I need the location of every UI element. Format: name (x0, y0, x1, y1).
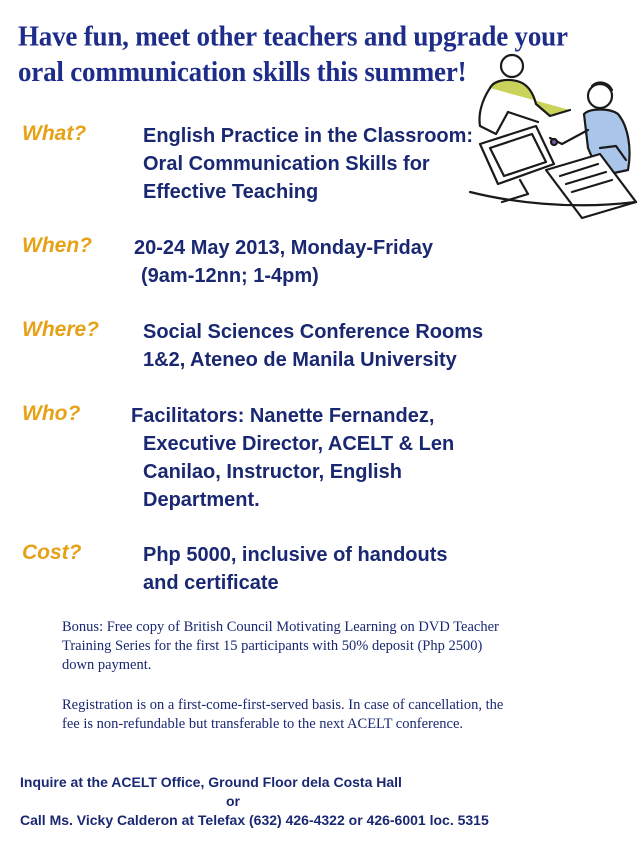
footer-call: Call Ms. Vicky Calderon at Telefax (632) 426-4322 or 426-6001 loc. 5315 (20, 812, 489, 828)
footer-inquire: Inquire at the ACELT Office, Ground Floor dela Costa Hall (20, 774, 402, 790)
bonus-line: down payment. (62, 657, 152, 673)
where-line: 1&2, Ateneo de Manila University (143, 349, 457, 371)
label-when: When? (22, 234, 92, 257)
where-line: Social Sciences Conference Rooms (143, 321, 484, 343)
bonus-note (62, 618, 622, 675)
headline-line-1: Have fun, meet other teachers and upgrade your (18, 20, 568, 52)
value-when (134, 234, 433, 290)
bonus-line: Training Series for the first 15 participants with 50% deposit (Php 2500) (62, 638, 483, 654)
what-line: English Practice in the Classroom: (143, 125, 474, 147)
value-who (131, 402, 454, 514)
registration-note (62, 696, 622, 734)
footer-or: or (226, 793, 240, 809)
who-line: Executive Director, ACELT & Len (143, 433, 455, 455)
headline-line-2: oral communication skills this summer! (18, 55, 467, 88)
when-line: (9am-12nn; 1-4pm) (141, 265, 319, 287)
label-cost: Cost? (22, 541, 82, 564)
who-line: Canilao, Instructor, English (143, 461, 402, 483)
registration-line: fee is non-refundable but transferable to the next ACELT conference. (62, 716, 464, 732)
cost-line: and certificate (143, 572, 279, 594)
label-what: What? (22, 122, 87, 145)
label-where: Where? (22, 318, 100, 341)
when-line: 20-24 May 2013, Monday-Friday (134, 237, 434, 259)
who-line: Department. (143, 489, 260, 511)
teachers-at-computer-clipart (450, 52, 640, 220)
value-where (143, 318, 483, 374)
bonus-line: Bonus: Free copy of British Council Motivating Learning on DVD Teacher (62, 619, 499, 635)
value-cost (143, 541, 448, 597)
what-line: Oral Communication Skills for (143, 153, 430, 175)
registration-line: Registration is on a first-come-first-served basis. In case of cancellation, the (62, 697, 504, 713)
value-what (143, 122, 473, 206)
who-line: Facilitators: Nanette Fernandez, (131, 405, 435, 427)
contact-footer (20, 773, 630, 830)
label-who: Who? (22, 402, 81, 425)
what-line: Effective Teaching (143, 181, 319, 203)
cost-line: Php 5000, inclusive of handouts (143, 544, 448, 566)
